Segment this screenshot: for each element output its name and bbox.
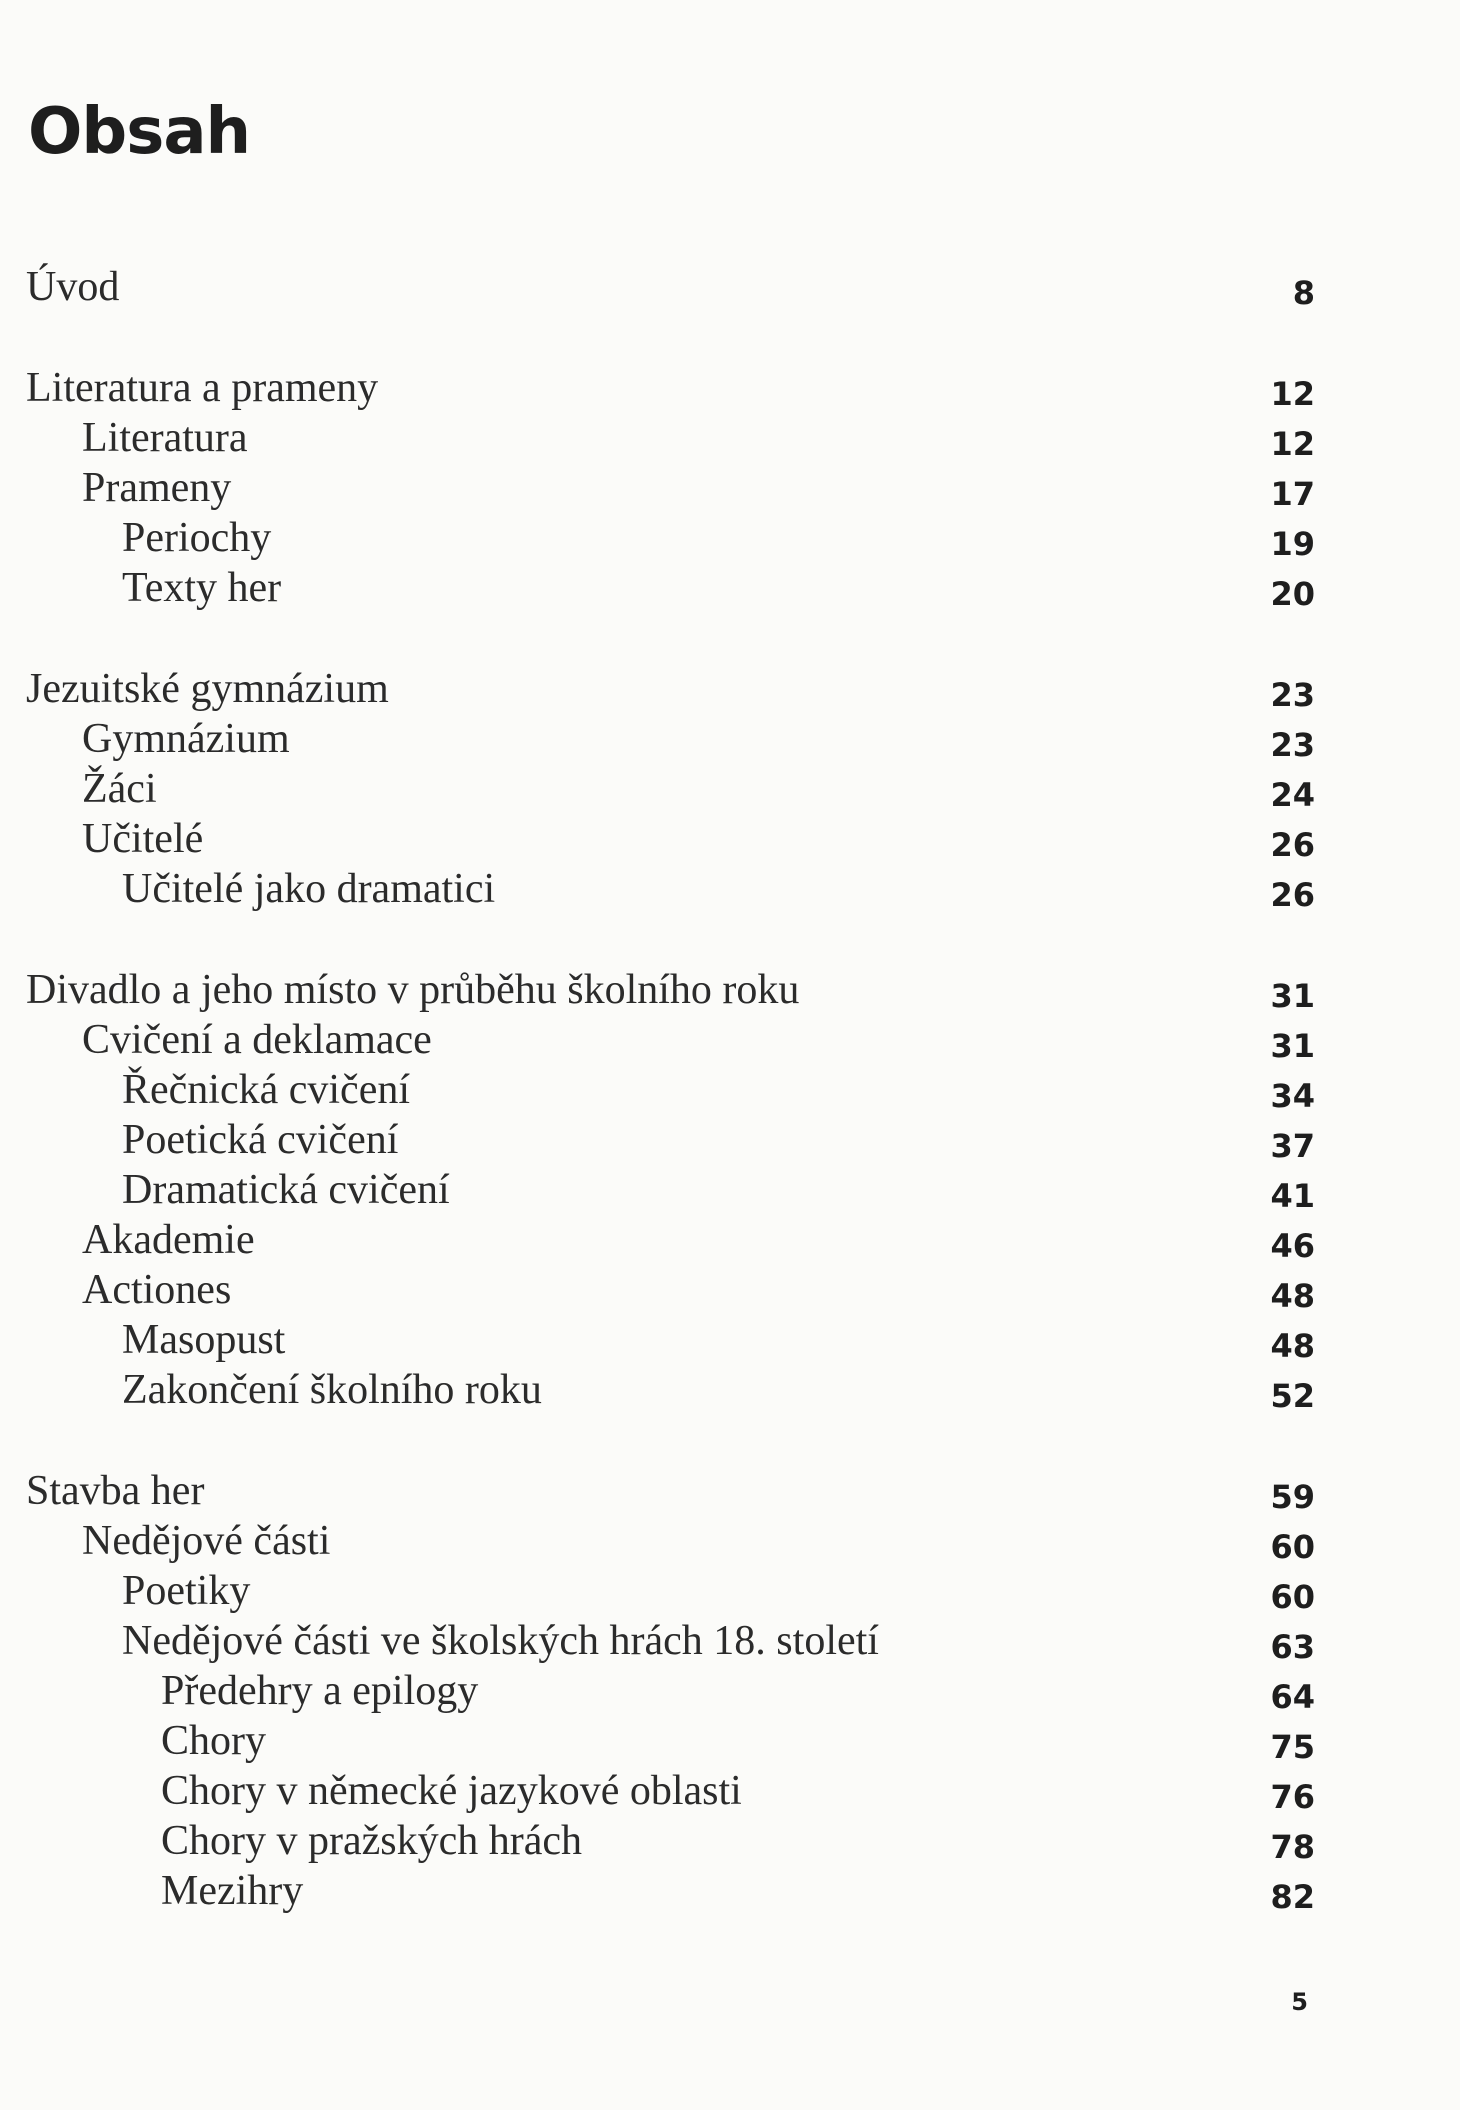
toc-entry bbox=[0, 1666, 1460, 1716]
toc-entry-page: 31 bbox=[1270, 977, 1315, 1015]
toc-entry-page: 26 bbox=[1270, 826, 1315, 864]
toc-entry-page: 52 bbox=[1270, 1377, 1315, 1415]
toc-entry bbox=[0, 1165, 1460, 1215]
toc-entry bbox=[0, 764, 1460, 814]
toc-entry-page: 82 bbox=[1270, 1878, 1315, 1916]
toc-entry-title: Žáci bbox=[82, 766, 157, 812]
toc-entry-title: Stavba her bbox=[26, 1468, 205, 1514]
toc-entry-title: Actiones bbox=[82, 1267, 232, 1313]
toc-entry-page: 48 bbox=[1270, 1327, 1315, 1365]
toc-entry bbox=[0, 563, 1460, 613]
toc-entry bbox=[0, 1315, 1460, 1365]
toc-entry-title: Cvičení a deklamace bbox=[82, 1017, 432, 1063]
toc-entry-title: Chory v pražských hrách bbox=[161, 1818, 583, 1864]
toc-entry bbox=[0, 1766, 1460, 1816]
toc-entry bbox=[0, 363, 1460, 413]
toc-entry-page: 34 bbox=[1270, 1077, 1315, 1115]
toc-entry-page: 60 bbox=[1270, 1528, 1315, 1566]
toc-entry-title: Úvod bbox=[26, 264, 120, 310]
toc-entry-title: Periochy bbox=[122, 515, 272, 561]
toc-entry bbox=[0, 513, 1460, 563]
toc-entry-title: Nedějové části bbox=[82, 1518, 331, 1564]
toc-entry-title: Gymnázium bbox=[82, 716, 290, 762]
toc-section bbox=[0, 262, 1460, 312]
toc-entry-title: Jezuitské gymnázium bbox=[26, 666, 389, 712]
toc-entry-page: 64 bbox=[1270, 1678, 1315, 1716]
page-title: Obsah bbox=[28, 95, 251, 169]
toc-entry-page: 23 bbox=[1270, 676, 1315, 714]
toc-section bbox=[0, 965, 1460, 1415]
toc-entry-page: 59 bbox=[1270, 1478, 1315, 1516]
toc-entry-page: 78 bbox=[1270, 1828, 1315, 1866]
toc-entry bbox=[0, 262, 1460, 312]
toc-section bbox=[0, 363, 1460, 613]
toc-entry-title: Mezihry bbox=[161, 1868, 304, 1914]
toc-entry-title: Učitelé jako dramatici bbox=[122, 866, 496, 912]
toc-entry-page: 60 bbox=[1270, 1578, 1315, 1616]
toc-entry-title: Řečnická cvičení bbox=[122, 1067, 411, 1113]
toc-entry bbox=[0, 463, 1460, 513]
toc-entry-page: 75 bbox=[1270, 1728, 1315, 1766]
toc-entry-title: Divadlo a jeho místo v průběhu školního roku bbox=[26, 967, 800, 1013]
toc-entry bbox=[0, 1265, 1460, 1315]
toc-entry bbox=[0, 1816, 1460, 1866]
toc-entry bbox=[0, 1065, 1460, 1115]
toc-entry-page: 41 bbox=[1270, 1177, 1315, 1215]
toc-entry bbox=[0, 1516, 1460, 1566]
toc-entry-page: 37 bbox=[1270, 1127, 1315, 1165]
toc-entry bbox=[0, 1716, 1460, 1766]
toc-entry bbox=[0, 965, 1460, 1015]
toc-section bbox=[0, 1466, 1460, 1916]
toc-entry-page: 48 bbox=[1270, 1277, 1315, 1315]
toc-entry bbox=[0, 1365, 1460, 1415]
toc-entry-title: Zakončení školního roku bbox=[122, 1367, 542, 1413]
toc-entry-page: 24 bbox=[1270, 776, 1315, 814]
toc-entry-page: 20 bbox=[1270, 575, 1315, 613]
toc-entry-title: Literatura bbox=[82, 415, 248, 461]
toc-entry-title: Učitelé bbox=[82, 816, 204, 862]
toc-entry bbox=[0, 1466, 1460, 1516]
toc-entry-title: Nedějové části ve školských hrách 18. století bbox=[122, 1618, 879, 1664]
toc-entry bbox=[0, 664, 1460, 714]
toc-entry bbox=[0, 714, 1460, 764]
toc-entry-page: 8 bbox=[1292, 274, 1315, 312]
toc-entry-title: Texty her bbox=[122, 565, 282, 611]
toc-entry bbox=[0, 1215, 1460, 1265]
toc-entry-page: 76 bbox=[1270, 1778, 1315, 1816]
toc-entry-title: Předehry a epilogy bbox=[161, 1668, 479, 1714]
toc-entry bbox=[0, 1616, 1460, 1666]
toc-entry-title: Poetiky bbox=[122, 1568, 251, 1614]
toc-entry-page: 23 bbox=[1270, 726, 1315, 764]
toc-section bbox=[0, 664, 1460, 914]
toc-entry-title: Literatura a prameny bbox=[26, 365, 379, 411]
toc-entry-page: 17 bbox=[1270, 475, 1315, 513]
toc-entry-title: Masopust bbox=[122, 1317, 286, 1363]
toc-entry-title: Akademie bbox=[82, 1217, 255, 1263]
toc-entry bbox=[0, 814, 1460, 864]
toc-entry-title: Chory bbox=[161, 1718, 266, 1764]
toc-entry bbox=[0, 1015, 1460, 1065]
toc-entry-page: 19 bbox=[1270, 525, 1315, 563]
toc-entry-page: 46 bbox=[1270, 1227, 1315, 1265]
toc-entry-page: 31 bbox=[1270, 1027, 1315, 1065]
table-of-contents bbox=[0, 262, 1460, 1967]
toc-entry-title: Poetická cvičení bbox=[122, 1117, 399, 1163]
toc-entry bbox=[0, 413, 1460, 463]
toc-entry-page: 63 bbox=[1270, 1628, 1315, 1666]
toc-entry bbox=[0, 864, 1460, 914]
toc-entry-title: Prameny bbox=[82, 465, 232, 511]
toc-entry-title: Dramatická cvičení bbox=[122, 1167, 450, 1213]
toc-entry-page: 26 bbox=[1270, 876, 1315, 914]
toc-entry bbox=[0, 1866, 1460, 1916]
toc-entry-title: Chory v německé jazykové oblasti bbox=[161, 1768, 742, 1814]
page-number: 5 bbox=[1291, 1988, 1308, 2016]
toc-entry bbox=[0, 1115, 1460, 1165]
toc-entry-page: 12 bbox=[1270, 375, 1315, 413]
toc-entry bbox=[0, 1566, 1460, 1616]
toc-entry-page: 12 bbox=[1270, 425, 1315, 463]
